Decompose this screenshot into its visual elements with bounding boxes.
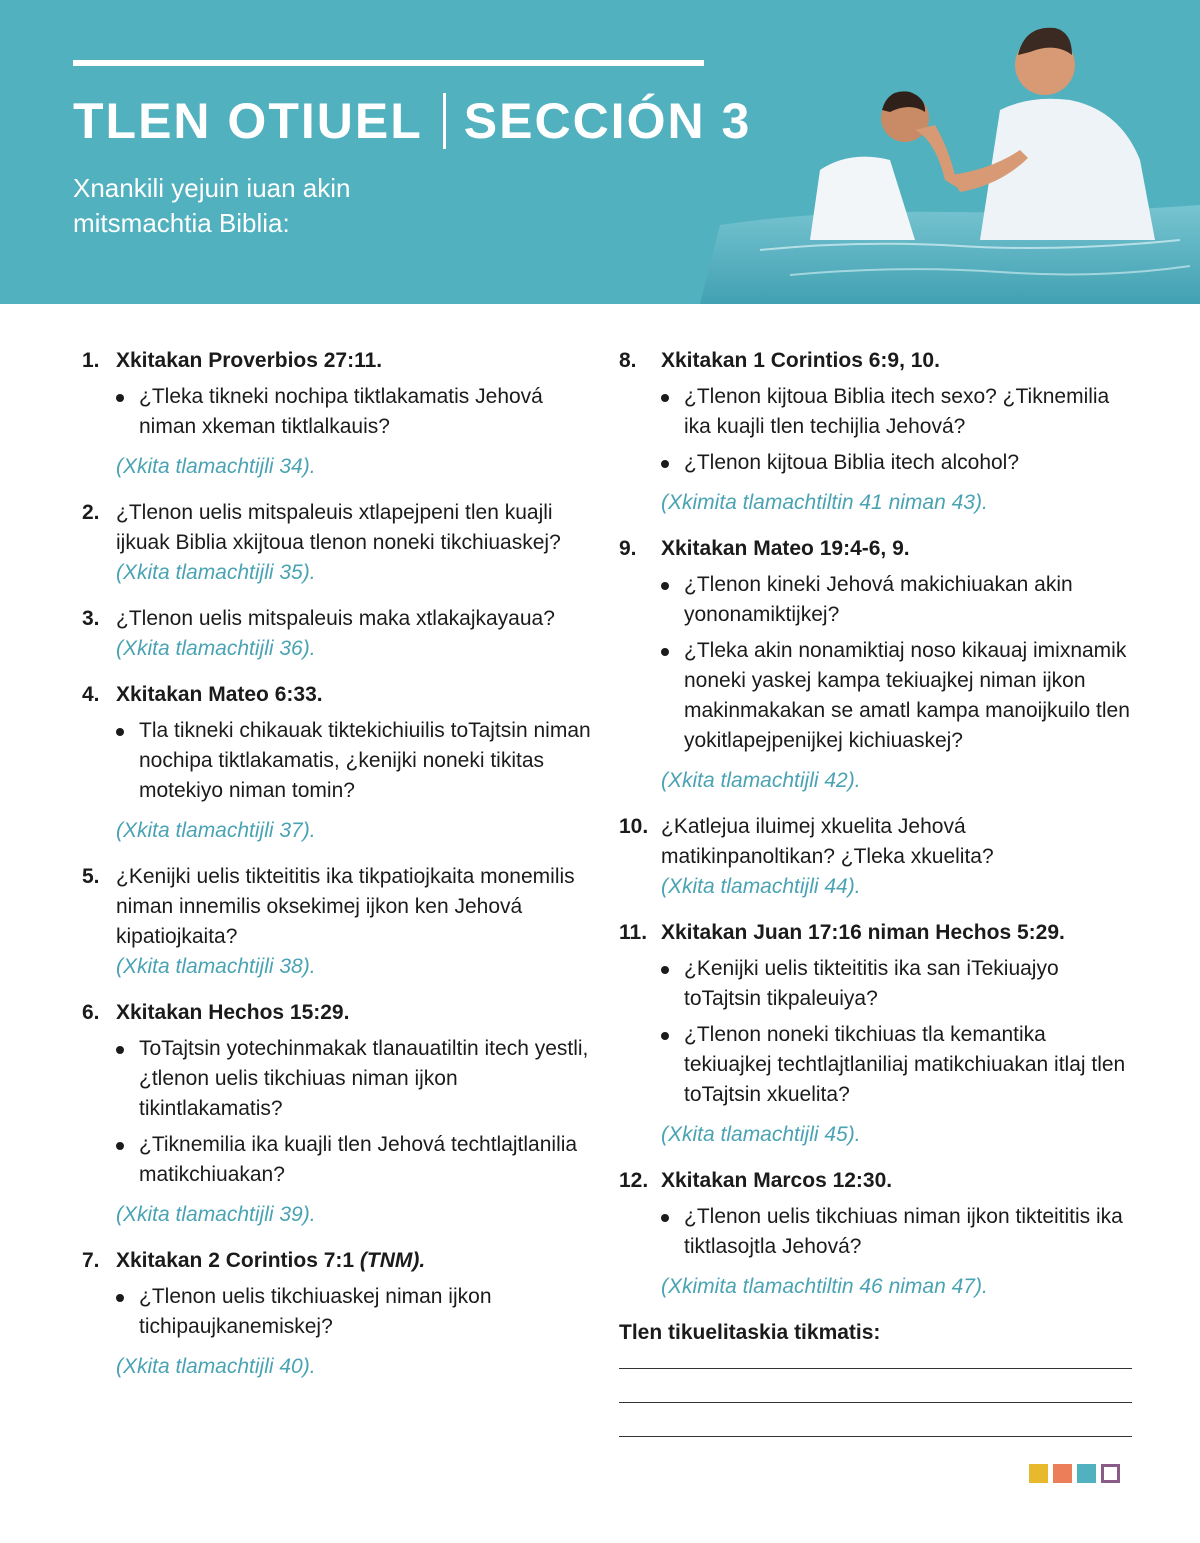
question-number: 4. <box>82 683 100 706</box>
question-9 <box>619 534 1134 796</box>
title-left: TLEN OTIUEL <box>73 93 423 149</box>
bullet-item: ¿Tlenon uelis tikchiuas niman ijkon tikteititis ika tiktlasojtla Jehová? <box>661 1202 1134 1262</box>
question-10 <box>619 812 1134 902</box>
question-text: ¿Tlenon uelis mitspaleuis xtlapejpeni tlen kuajli ijkuak Biblia xkijtoua tlenon noneki tikchiuaskej? <box>116 501 561 554</box>
notes-line[interactable] <box>619 1368 1132 1369</box>
question-number: 7. <box>82 1249 100 1272</box>
question-2 <box>82 498 592 588</box>
bullet-item: ¿Tlenon kijtoua Biblia itech alcohol? <box>661 448 1134 478</box>
title-separator <box>443 93 446 149</box>
question-4 <box>82 680 592 846</box>
question-12 <box>619 1166 1134 1302</box>
question-title: Xkitakan 1 Corintios 6:9, 10. <box>661 349 940 372</box>
reference-text: (Xkita tlamachtijli 36). <box>116 637 316 660</box>
bullet-item: ¿Tleka akin nonamiktiaj noso kikauaj imixnamik noneki yaskej kampa tekiuajkej niman ijkon makinmakakan se amatl kampa manoijkuilo tlen yokitlapejpenijkej kichiuaskej? <box>661 636 1134 756</box>
notes-line[interactable] <box>619 1402 1132 1403</box>
question-number: 6. <box>82 1001 100 1024</box>
question-6 <box>82 998 592 1230</box>
question-title-italic: (TNM). <box>359 1249 426 1272</box>
question-title: Xkitakan Juan 17:16 niman Hechos 5:29. <box>661 921 1065 944</box>
page-subtitle: Xnankili yejuin iuan akin mitsmachtia Biblia: <box>73 173 351 238</box>
reference-text: (Xkita tlamachtijli 42). <box>661 769 861 792</box>
bullet-item: ¿Tiknemilia ika kuajli tlen Jehová techtlajtlanilia matikchiuakan? <box>116 1130 592 1190</box>
bullet-item: ToTajtsin yotechinmakak tlanauatiltin itech yestli, ¿tlenon uelis tikchiuas niman ijkon tikintlakamatis? <box>116 1034 592 1124</box>
question-3 <box>82 604 592 664</box>
page-title <box>73 92 751 150</box>
question-number: 9. <box>619 537 637 560</box>
reference-text: (Xkita tlamachtijli 38). <box>116 955 316 978</box>
baptism-illustration <box>700 0 1200 304</box>
question-text: ¿Katlejua iluimej xkuelita Jehová matikinpanoltikan? ¿Tleka xkuelita? <box>661 815 994 868</box>
reference-text: (Xkita tlamachtijli 34). <box>116 455 316 478</box>
question-number: 8. <box>619 349 637 372</box>
orange-square <box>1053 1464 1072 1483</box>
question-1 <box>82 346 592 482</box>
reference-text: (Xkimita tlamachtiltin 41 niman 43). <box>661 491 988 514</box>
title-right: SECCIÓN 3 <box>463 93 752 149</box>
question-number: 10. <box>619 815 649 838</box>
right-column <box>619 346 1134 1437</box>
reference-text: (Xkita tlamachtijli 40). <box>116 1355 316 1378</box>
bullet-item: Tla tikneki chikauak tiktekichiuilis toTajtsin niman nochipa tiktlakamatis, ¿kenijki noneki tikitas motekiyo niman tomin? <box>116 716 592 806</box>
question-title: Xkitakan Mateo 6:33. <box>116 683 323 706</box>
question-number: 12. <box>619 1169 649 1192</box>
header-rule <box>73 60 704 66</box>
question-number: 3. <box>82 607 100 630</box>
decorative-squares <box>1029 1464 1120 1483</box>
yellow-square <box>1029 1464 1048 1483</box>
question-title: Xkitakan Proverbios 27:11. <box>116 349 383 372</box>
notes-line[interactable] <box>619 1436 1132 1437</box>
reference-text: (Xkita tlamachtijli 37). <box>116 819 316 842</box>
question-text: ¿Tlenon uelis mitspaleuis maka xtlakajkayaua? <box>116 607 555 630</box>
question-text: ¿Kenijki uelis tikteititis ika tikpatiojkaita monemilis niman innemilis oksekimej ijkon ken Jehová kipatiojkaita? <box>116 865 575 948</box>
question-number: 1. <box>82 349 100 372</box>
reference-text: (Xkita tlamachtijli 39). <box>116 1203 316 1226</box>
question-title: Xkitakan Hechos 15:29. <box>116 1001 350 1024</box>
question-title-main: Xkitakan 2 Corintios 7:1 <box>116 1249 355 1272</box>
reference-text: (Xkita tlamachtijli 44). <box>661 875 861 898</box>
reference-text: (Xkita tlamachtijli 45). <box>661 1123 861 1146</box>
teal-square <box>1077 1464 1096 1483</box>
question-title: Xkitakan Mateo 19:4-6, 9. <box>661 537 910 560</box>
bullet-item: ¿Kenijki uelis tikteititis ika san iTekiuajyo toTajtsin tikpaleuiya? <box>661 954 1134 1014</box>
question-5 <box>82 862 592 982</box>
reference-text: (Xkita tlamachtijli 35). <box>116 561 316 584</box>
bullet-item: ¿Tlenon kijtoua Biblia itech sexo? ¿Tiknemilia ika kuajli tlen techijlia Jehová? <box>661 382 1134 442</box>
question-8 <box>619 346 1134 518</box>
bullet-item: ¿Tlenon uelis tikchiuaskej niman ijkon tichipaujkanemiskej? <box>116 1282 592 1342</box>
question-11 <box>619 918 1134 1150</box>
question-title: Xkitakan Marcos 12:30. <box>661 1169 893 1192</box>
header-banner <box>0 0 1200 304</box>
question-7 <box>82 1246 592 1382</box>
question-number: 5. <box>82 865 100 888</box>
outline-square <box>1101 1464 1120 1483</box>
question-number: 2. <box>82 501 100 524</box>
question-number: 11. <box>619 921 648 944</box>
notes-label: Tlen tikuelitaskia tikmatis: <box>619 1321 881 1344</box>
bullet-item: ¿Tleka tikneki nochipa tiktlakamatis Jehová niman xkeman tiktlalkauis? <box>116 382 592 442</box>
reference-text: (Xkimita tlamachtiltin 46 niman 47). <box>661 1275 988 1298</box>
bullet-item: ¿Tlenon noneki tikchiuas tla kemantika tekiuajkej techtlajtlaniliaj matikchiuakan itlaj tlen toTajtsin xkuelita? <box>661 1020 1134 1110</box>
left-column <box>82 346 592 1398</box>
question-title <box>116 1246 592 1276</box>
bullet-item: ¿Tlenon kineki Jehová makichiuakan akin yononamiktijkej? <box>661 570 1134 630</box>
